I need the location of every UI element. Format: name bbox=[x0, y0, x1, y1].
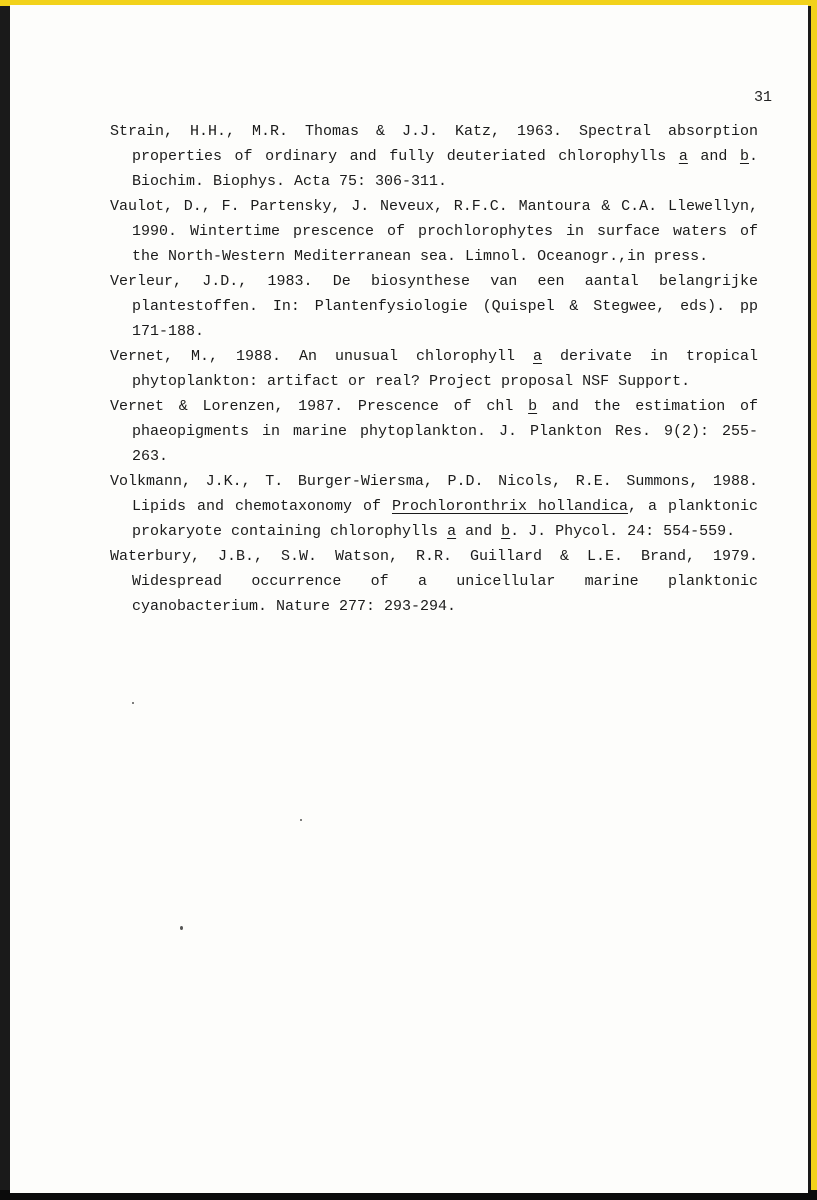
underlined-term: Prochloronthrix hollandica bbox=[391, 498, 629, 515]
reference-entry bbox=[110, 469, 758, 544]
reference-text: and bbox=[456, 523, 502, 540]
reference-entry bbox=[110, 394, 758, 469]
underlined-term: b bbox=[528, 398, 538, 415]
reference-entry bbox=[110, 544, 758, 619]
reference-text: Strain, H.H., M.R. Thomas & J.J. Katz, 1963. Spectral absorption properties of ordinary and fully deuteriated chlorophylls bbox=[110, 123, 758, 165]
scan-speck bbox=[132, 702, 134, 704]
reference-entry bbox=[110, 119, 758, 194]
reference-text: Volkmann, J.K., T. Burger-Wiersma, P.D. Nicols, R.E. Summons, 1988. Lipids and chemotaxonomy of bbox=[110, 473, 758, 515]
reference-entry bbox=[110, 269, 758, 344]
scan-border-right bbox=[811, 0, 817, 1200]
reference-entry bbox=[110, 194, 758, 269]
reference-text: and bbox=[687, 148, 740, 165]
scan-speck bbox=[180, 926, 183, 930]
reference-text: and the estimation of phaeopigments in marine phytoplankton. J. Plankton Res. 9(2): 255-263. bbox=[132, 398, 758, 465]
reference-text: . J. Phycol. 24: 554-559. bbox=[510, 523, 736, 540]
reference-text: Vernet & Lorenzen, 1987. Prescence of chl bbox=[110, 398, 529, 415]
reference-text: derivate in tropical phytoplankton: artifact or real? Project proposal NSF Support. bbox=[132, 348, 759, 390]
underlined-term: a bbox=[533, 348, 543, 365]
underlined-term: a bbox=[678, 148, 688, 165]
underlined-term: b bbox=[501, 523, 511, 540]
scan-speck bbox=[300, 819, 302, 821]
underlined-term: b bbox=[739, 148, 749, 165]
reference-text: , a planktonic prokaryote containing chlorophylls bbox=[132, 498, 759, 540]
reference-text: . Biochim. Biophys. Acta 75: 306-311. bbox=[132, 148, 758, 190]
underlined-term: a bbox=[447, 523, 457, 540]
reference-entry bbox=[110, 344, 758, 394]
reference-text: Verleur, J.D., 1983. De biosynthese van een aantal belangrijke plantestoffen. In: Plantenfysiologie (Quispel & Stegwee, eds). pp 171-188. bbox=[110, 273, 758, 340]
document-page bbox=[10, 5, 808, 1193]
reference-list bbox=[110, 119, 758, 619]
reference-text: Waterbury, J.B., S.W. Watson, R.R. Guillard & L.E. Brand, 1979. Widespread occurrence of a unicellular marine planktonic cyanobacterium. Nature 277: 293-294. bbox=[110, 548, 758, 615]
page-number: 31 bbox=[753, 89, 772, 106]
reference-text: Vernet, M., 1988. An unusual chlorophyll bbox=[110, 348, 533, 365]
reference-text: Vaulot, D., F. Partensky, J. Neveux, R.F.C. Mantoura & C.A. Llewellyn, 1990. Wintertime prescence of prochlorophytes in surface waters of the North-Western Mediterranean sea. Limnol. Oceanogr.,in press. bbox=[110, 198, 758, 265]
